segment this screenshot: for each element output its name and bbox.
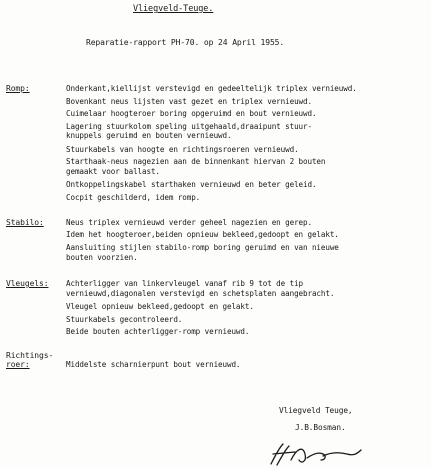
page-heading: Vliegveld-Teuge. (133, 4, 214, 14)
section-label-vleugels: Vleugels: (6, 279, 49, 288)
romp-line-4: Lagering stuurkolom speling uitgehaald,draaipunt stuur- (66, 122, 312, 131)
romp-line-8: gemaakt voor ballast. (66, 167, 160, 176)
vleugels-line-3: Vleugel opnieuw bekleed,gedoopt en gelakt. (66, 302, 254, 311)
romp-line-5: knuppels geruimd en bouten vernieuwd. (66, 131, 232, 140)
section-label-richtingsroer-1: Richtings- (6, 351, 54, 360)
report-title: Reparatie-rapport PH-70. op 24 April 1955. (86, 38, 285, 47)
stabilo-line-4: bouten voorzien. (66, 253, 138, 262)
signoff-place: Vliegveld Teuge, (279, 406, 353, 415)
signoff-name: J.B.Bosman. (295, 423, 346, 432)
romp-line-1: Onderkant,kiellijst verstevigd en gedeeltelijk triplex vernieuwd. (66, 84, 357, 93)
romp-line-3: Cuimelaar hoogteroer boring opgeruimd en bout vernieuwd. (66, 109, 317, 118)
vleugels-line-5: Beide bouten achterligger-romp vernieuwd. (66, 327, 250, 336)
section-label-stabilo: Stabilo: (6, 218, 44, 227)
stabilo-line-3: Aansluiting stijlen stabilo-romp boring geruimd en van nieuwe (66, 243, 339, 252)
richtingsroer-line-1: Middelste scharnierpunt bout vernieuwd. (66, 360, 241, 369)
stabilo-line-1: Neus triplex vernieuwd verder geheel nagezien en gerep. (66, 218, 312, 227)
section-label-romp: Romp: (6, 84, 30, 93)
romp-line-9: Ontkoppelingskabel starthaken vernieuwd en beter geleid. (66, 180, 317, 189)
vleugels-line-2: vernieuwd,diagonalen verstevigd en schetsplaten aangebracht. (66, 289, 335, 298)
stabilo-line-2: Idem het hoogteroer,beiden opnieuw bekleed,gedoopt en gelakt. (66, 230, 339, 239)
vleugels-line-1: Achterligger van linkervleugel vanaf rib 9 tot de tip (66, 279, 304, 288)
romp-line-10: Cocpit geschilderd, idem romp. (66, 193, 201, 202)
romp-line-2: Bovenkant neus lijsten vast gezet en triplex vernieuwd. (66, 97, 312, 106)
romp-line-6: Stuurkabels van hoogte en richtingsroeren vernieuwd. (66, 145, 299, 154)
romp-line-7: Starthaak-neus nagezien aan de binnenkant hiervan 2 bouten (66, 157, 326, 166)
section-label-richtingsroer-2: roer: (6, 360, 30, 369)
handwritten-signature (265, 438, 365, 468)
vleugels-line-4: Stuurkabels gecontroleerd. (66, 315, 183, 324)
